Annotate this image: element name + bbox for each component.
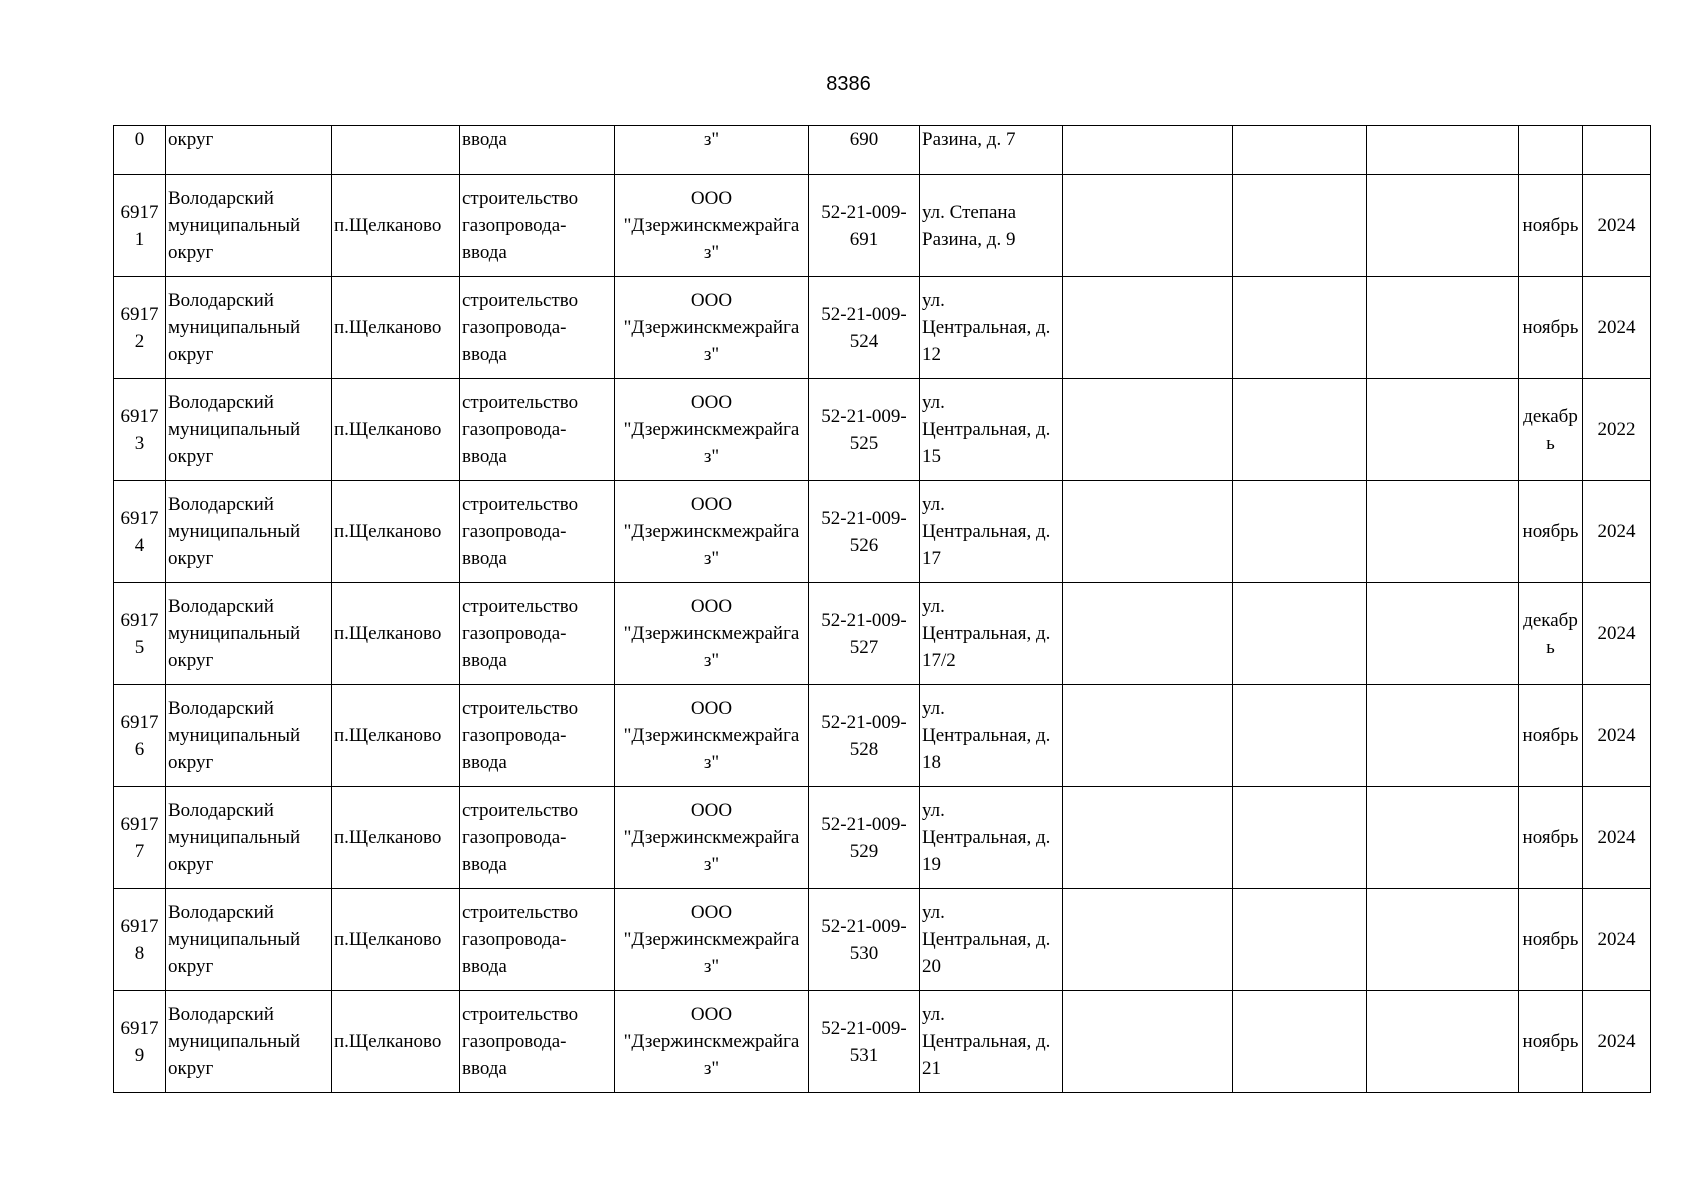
cell-empty <box>1233 787 1367 889</box>
cell-district: округ <box>166 126 332 175</box>
cell-organization-line: "Дзержинскмежрайга <box>623 725 800 746</box>
cell-object-code-line: 52-21-009- <box>821 405 907 427</box>
cell-address <box>920 685 1063 787</box>
cell-object-code <box>809 991 920 1093</box>
cell-address-line: ул. <box>922 290 945 311</box>
cell-work-type: ввода <box>460 126 615 175</box>
cell-number-line: 6917 <box>120 813 159 835</box>
cell-month-line: ноябрь <box>1522 521 1579 542</box>
cell-work-type <box>460 787 615 889</box>
cell-address-line: Центральная, д. <box>922 623 1051 644</box>
cell-work-type-line: газопровода- <box>462 215 567 236</box>
cell-organization-line: з" <box>703 344 720 365</box>
cell-month-line: ноябрь <box>1522 725 1579 746</box>
cell-district-line: муниципальный <box>168 419 301 440</box>
cell-month-line: декабр <box>1523 405 1578 427</box>
cell-work-type-line: строительство <box>462 596 579 617</box>
cell-address-line: 15 <box>922 446 941 467</box>
cell-address <box>920 277 1063 379</box>
cell-empty <box>1063 889 1233 991</box>
cell-organization-line: ООО <box>690 800 733 821</box>
cell-object-code <box>809 277 920 379</box>
cell-work-type-line: газопровода- <box>462 827 567 848</box>
cell-number <box>114 481 166 583</box>
cell-work-type-line: газопровода- <box>462 929 567 950</box>
cell-number-line: 6917 <box>120 201 159 223</box>
cell-month <box>1519 889 1583 991</box>
cell-district-line: муниципальный <box>168 725 301 746</box>
cell-number-line: 2 <box>134 330 145 352</box>
cell-address-line: ул. Степана <box>922 201 1017 223</box>
cell-object-code-line: 52-21-009- <box>821 1017 907 1039</box>
cell-number-line: 8 <box>134 942 145 964</box>
cell-work-type <box>460 277 615 379</box>
cell-work-type-line: ввода <box>462 854 507 875</box>
cell-address-line: Центральная, д. <box>922 827 1051 848</box>
cell-work-type-line: газопровода- <box>462 317 567 338</box>
table-row <box>114 889 1651 991</box>
cell-district-line: муниципальный <box>168 623 301 644</box>
cell-district-line: округ <box>168 854 214 875</box>
cell-address-line: Центральная, д. <box>922 725 1051 746</box>
cell-organization-line: "Дзержинскмежрайга <box>623 827 800 848</box>
cell-address-line: 20 <box>922 956 941 977</box>
table-row <box>114 583 1651 685</box>
cell-month-line: ноябрь <box>1522 827 1579 848</box>
cell-object-code-line: 527 <box>849 636 879 658</box>
table-row <box>114 787 1651 889</box>
cell-district <box>166 175 332 277</box>
cell-organization: з" <box>615 126 809 175</box>
cell-month-line: ь <box>1546 636 1555 658</box>
cell-empty <box>1233 126 1367 175</box>
page-number: 8386 <box>826 73 871 95</box>
cell-district-line: округ <box>168 446 214 467</box>
cell-organization-line: ООО <box>690 290 733 311</box>
cell-address <box>920 481 1063 583</box>
cell-district-line: муниципальный <box>168 215 301 236</box>
cell-organization <box>615 583 809 685</box>
cell-address-line: 19 <box>922 854 941 875</box>
cell-district <box>166 787 332 889</box>
cell-address-line: Центральная, д. <box>922 1031 1051 1052</box>
cell-object-code-line: 52-21-009- <box>821 303 907 325</box>
cell-district <box>166 991 332 1093</box>
cell-number <box>114 583 166 685</box>
cell-empty <box>1367 379 1519 481</box>
cell-work-type-line: газопровода- <box>462 1031 567 1052</box>
cell-organization-line: з" <box>703 548 720 569</box>
cell-empty <box>1233 991 1367 1093</box>
cell-empty <box>1367 889 1519 991</box>
table-row <box>114 685 1651 787</box>
cell-month-line: ь <box>1546 432 1555 454</box>
cell-month <box>1519 126 1583 175</box>
cell-number-line: 7 <box>134 840 145 862</box>
cell-district <box>166 889 332 991</box>
cell-empty <box>1367 583 1519 685</box>
cell-month-line: ноябрь <box>1522 929 1579 950</box>
cell-empty <box>1233 889 1367 991</box>
cell-settlement: п.Щелканово <box>332 481 460 583</box>
cell-district-line: Володарский <box>168 902 274 923</box>
cell-organization-line: ООО <box>690 902 733 923</box>
cell-district-line: муниципальный <box>168 521 301 542</box>
cell-settlement: п.Щелканово <box>332 583 460 685</box>
cell-month <box>1519 481 1583 583</box>
cell-number-line: 6917 <box>120 303 159 325</box>
cell-month <box>1519 379 1583 481</box>
cell-empty <box>1063 481 1233 583</box>
cell-empty <box>1063 126 1233 175</box>
cell-work-type-line: ввода <box>462 650 507 671</box>
cell-work-type-line: ввода <box>462 548 507 569</box>
cell-object-code-line: 531 <box>849 1044 879 1066</box>
cell-district-line: округ <box>168 650 214 671</box>
cell-number-line: 6 <box>134 738 145 760</box>
cell-number <box>114 685 166 787</box>
cell-organization-line: з" <box>703 446 720 467</box>
cell-empty <box>1063 685 1233 787</box>
table-row <box>114 277 1651 379</box>
cell-year: 2024 <box>1583 685 1651 787</box>
cell-month-line: декабр <box>1523 609 1578 631</box>
cell-empty <box>1063 787 1233 889</box>
cell-number-line: 5 <box>134 636 145 658</box>
cell-work-type-line: строительство <box>462 800 579 821</box>
cell-object-code-line: 52-21-009- <box>821 201 907 223</box>
cell-empty <box>1063 583 1233 685</box>
cell-number-line: 3 <box>134 432 145 454</box>
cell-organization-line: ООО <box>690 392 733 413</box>
cell-address <box>920 787 1063 889</box>
cell-empty <box>1233 583 1367 685</box>
cell-address-line: ул. <box>922 596 945 617</box>
cell-organization <box>615 991 809 1093</box>
cell-month <box>1519 685 1583 787</box>
cell-address: Разина, д. 7 <box>920 126 1063 175</box>
cell-organization <box>615 787 809 889</box>
cell-object-code <box>809 481 920 583</box>
cell-organization-line: ООО <box>690 494 733 515</box>
cell-month-line: ноябрь <box>1522 317 1579 338</box>
cell-empty <box>1367 126 1519 175</box>
cell-empty <box>1367 175 1519 277</box>
cell-settlement <box>332 126 460 175</box>
cell-organization-line: ООО <box>690 698 733 719</box>
cell-organization-line: "Дзержинскмежрайга <box>623 317 800 338</box>
cell-district-line: Володарский <box>168 290 274 311</box>
cell-organization-line: з" <box>703 1058 720 1079</box>
cell-organization-line: ООО <box>690 1004 733 1025</box>
cell-number-line: 6917 <box>120 405 159 427</box>
cell-organization <box>615 889 809 991</box>
table-row <box>114 379 1651 481</box>
cell-address-line: 21 <box>922 1058 941 1079</box>
cell-district <box>166 583 332 685</box>
cell-year: 2024 <box>1583 175 1651 277</box>
cell-object-code-line: 52-21-009- <box>821 609 907 631</box>
cell-work-type <box>460 889 615 991</box>
cell-work-type-line: ввода <box>462 752 507 773</box>
cell-district-line: Володарский <box>168 800 274 821</box>
cell-organization-line: з" <box>703 242 720 263</box>
cell-work-type-line: строительство <box>462 1004 579 1025</box>
cell-work-type-line: ввода <box>462 1058 507 1079</box>
cell-district-line: Володарский <box>168 494 274 515</box>
table-row <box>114 481 1651 583</box>
cell-number-line: 4 <box>134 534 145 556</box>
cell-district-line: муниципальный <box>168 1031 301 1052</box>
cell-month <box>1519 277 1583 379</box>
cell-empty <box>1063 379 1233 481</box>
cell-empty <box>1063 991 1233 1093</box>
cell-work-type-line: строительство <box>462 698 579 719</box>
cell-address-line: Центральная, д. <box>922 317 1051 338</box>
cell-year: 2024 <box>1583 787 1651 889</box>
cell-work-type-line: газопровода- <box>462 623 567 644</box>
cell-empty <box>1233 379 1367 481</box>
cell-district-line: округ <box>168 242 214 263</box>
cell-address <box>920 379 1063 481</box>
cell-empty <box>1063 277 1233 379</box>
cell-address-line: ул. <box>922 902 945 923</box>
cell-district-line: Володарский <box>168 392 274 413</box>
cell-work-type-line: строительство <box>462 188 579 209</box>
cell-address <box>920 175 1063 277</box>
cell-number-line: 6917 <box>120 1017 159 1039</box>
cell-month-line: ноябрь <box>1522 215 1579 236</box>
cell-empty <box>1233 277 1367 379</box>
cell-address-line: ул. <box>922 800 945 821</box>
cell-number-line: 1 <box>134 228 145 250</box>
cell-settlement: п.Щелканово <box>332 175 460 277</box>
cell-district-line: округ <box>168 344 214 365</box>
cell-organization-line: "Дзержинскмежрайга <box>623 929 800 950</box>
cell-year: 2024 <box>1583 277 1651 379</box>
cell-object-code-line: 52-21-009- <box>821 711 907 733</box>
cell-object-code-line: 528 <box>849 738 879 760</box>
cell-object-code <box>809 889 920 991</box>
cell-address-line: Центральная, д. <box>922 419 1051 440</box>
cell-number <box>114 991 166 1093</box>
cell-settlement: п.Щелканово <box>332 787 460 889</box>
cell-address <box>920 889 1063 991</box>
table-row <box>114 126 1651 175</box>
cell-number <box>114 379 166 481</box>
table-row <box>114 991 1651 1093</box>
cell-settlement: п.Щелканово <box>332 889 460 991</box>
cell-organization-line: "Дзержинскмежрайга <box>623 1031 800 1052</box>
cell-number: 0 <box>114 126 166 175</box>
cell-work-type <box>460 481 615 583</box>
cell-work-type-line: ввода <box>462 956 507 977</box>
cell-object-code <box>809 583 920 685</box>
cell-object-code-line: 52-21-009- <box>821 813 907 835</box>
cell-object-code-line: 691 <box>849 228 879 250</box>
cell-organization-line: з" <box>703 650 720 671</box>
cell-settlement: п.Щелканово <box>332 991 460 1093</box>
cell-object-code-line: 52-21-009- <box>821 915 907 937</box>
cell-number-line: 6917 <box>120 915 159 937</box>
cell-work-type-line: ввода <box>462 344 507 365</box>
cell-year <box>1583 126 1651 175</box>
cell-empty <box>1233 175 1367 277</box>
cell-empty <box>1233 481 1367 583</box>
cell-work-type <box>460 379 615 481</box>
cell-work-type <box>460 583 615 685</box>
cell-organization-line: "Дзержинскмежрайга <box>623 623 800 644</box>
cell-year: 2024 <box>1583 583 1651 685</box>
cell-district-line: Володарский <box>168 188 274 209</box>
cell-district-line: Володарский <box>168 698 274 719</box>
cell-object-code <box>809 787 920 889</box>
cell-address-line: Центральная, д. <box>922 521 1051 542</box>
cell-address-line: ул. <box>922 494 945 515</box>
cell-organization-line: з" <box>703 752 720 773</box>
cell-number-line: 9 <box>134 1044 145 1066</box>
cell-work-type-line: газопровода- <box>462 725 567 746</box>
cell-organization <box>615 379 809 481</box>
cell-organization <box>615 175 809 277</box>
cell-district-line: округ <box>168 1058 214 1079</box>
cell-month <box>1519 787 1583 889</box>
cell-object-code-line: 526 <box>849 534 879 556</box>
cell-district-line: муниципальный <box>168 317 301 338</box>
cell-empty <box>1367 277 1519 379</box>
cell-work-type <box>460 175 615 277</box>
cell-organization-line: "Дзержинскмежрайга <box>623 215 800 236</box>
cell-organization-line: ООО <box>690 188 733 209</box>
cell-empty <box>1367 481 1519 583</box>
cell-year: 2024 <box>1583 889 1651 991</box>
cell-work-type-line: ввода <box>462 242 507 263</box>
cell-empty <box>1367 991 1519 1093</box>
cell-month <box>1519 583 1583 685</box>
table-body <box>114 126 1651 1093</box>
cell-district-line: Володарский <box>168 1004 274 1025</box>
cell-object-code-line: 524 <box>849 330 879 352</box>
cell-work-type-line: строительство <box>462 902 579 923</box>
cell-number-line: 6917 <box>120 507 159 529</box>
cell-address-line: ул. <box>922 698 945 719</box>
cell-object-code-line: 530 <box>849 942 879 964</box>
cell-settlement: п.Щелканово <box>332 277 460 379</box>
cell-district-line: муниципальный <box>168 827 301 848</box>
cell-district <box>166 685 332 787</box>
table-row <box>114 175 1651 277</box>
cell-month-line: ноябрь <box>1522 1031 1579 1052</box>
cell-settlement: п.Щелканово <box>332 685 460 787</box>
registry-table <box>113 125 1651 1093</box>
cell-district-line: округ <box>168 752 214 773</box>
cell-work-type-line: газопровода- <box>462 419 567 440</box>
cell-work-type-line: ввода <box>462 446 507 467</box>
cell-district-line: округ <box>168 956 214 977</box>
cell-address <box>920 583 1063 685</box>
cell-number <box>114 889 166 991</box>
cell-district-line: округ <box>168 548 214 569</box>
cell-year: 2024 <box>1583 991 1651 1093</box>
cell-year: 2022 <box>1583 379 1651 481</box>
cell-object-code <box>809 685 920 787</box>
cell-district-line: Володарский <box>168 596 274 617</box>
cell-object-code-line: 529 <box>849 840 879 862</box>
cell-object-code: 690 <box>809 126 920 175</box>
cell-address <box>920 991 1063 1093</box>
cell-work-type-line: газопровода- <box>462 521 567 542</box>
cell-district-line: муниципальный <box>168 929 301 950</box>
cell-address-line: 17/2 <box>922 650 956 671</box>
cell-address-line: 12 <box>922 344 941 365</box>
cell-address-line: Центральная, д. <box>922 929 1051 950</box>
cell-organization <box>615 481 809 583</box>
cell-object-code <box>809 379 920 481</box>
cell-number <box>114 787 166 889</box>
cell-district <box>166 277 332 379</box>
cell-organization-line: з" <box>703 956 720 977</box>
cell-number-line: 6917 <box>120 711 159 733</box>
cell-work-type-line: строительство <box>462 290 579 311</box>
cell-work-type-line: строительство <box>462 392 579 413</box>
cell-district <box>166 481 332 583</box>
cell-object-code-line: 52-21-009- <box>821 507 907 529</box>
cell-year: 2024 <box>1583 481 1651 583</box>
cell-organization <box>615 685 809 787</box>
cell-work-type <box>460 685 615 787</box>
cell-settlement: п.Щелканово <box>332 379 460 481</box>
cell-month <box>1519 175 1583 277</box>
cell-address-line: Разина, д. 9 <box>922 228 1016 250</box>
cell-number-line: 6917 <box>120 609 159 631</box>
cell-address-line: 18 <box>922 752 941 773</box>
cell-empty <box>1367 787 1519 889</box>
cell-month <box>1519 991 1583 1093</box>
cell-empty <box>1233 685 1367 787</box>
cell-number <box>114 175 166 277</box>
cell-work-type-line: строительство <box>462 494 579 515</box>
cell-object-code-line: 525 <box>849 432 879 454</box>
cell-address-line: ул. <box>922 1004 945 1025</box>
cell-organization-line: "Дзержинскмежрайга <box>623 419 800 440</box>
cell-organization-line: "Дзержинскмежрайга <box>623 521 800 542</box>
cell-number <box>114 277 166 379</box>
cell-organization-line: ООО <box>690 596 733 617</box>
cell-object-code <box>809 175 920 277</box>
cell-work-type <box>460 991 615 1093</box>
cell-empty <box>1367 685 1519 787</box>
cell-empty <box>1063 175 1233 277</box>
cell-address-line: ул. <box>922 392 945 413</box>
cell-organization-line: з" <box>703 854 720 875</box>
cell-address-line: 17 <box>922 548 941 569</box>
cell-organization <box>615 277 809 379</box>
cell-district <box>166 379 332 481</box>
